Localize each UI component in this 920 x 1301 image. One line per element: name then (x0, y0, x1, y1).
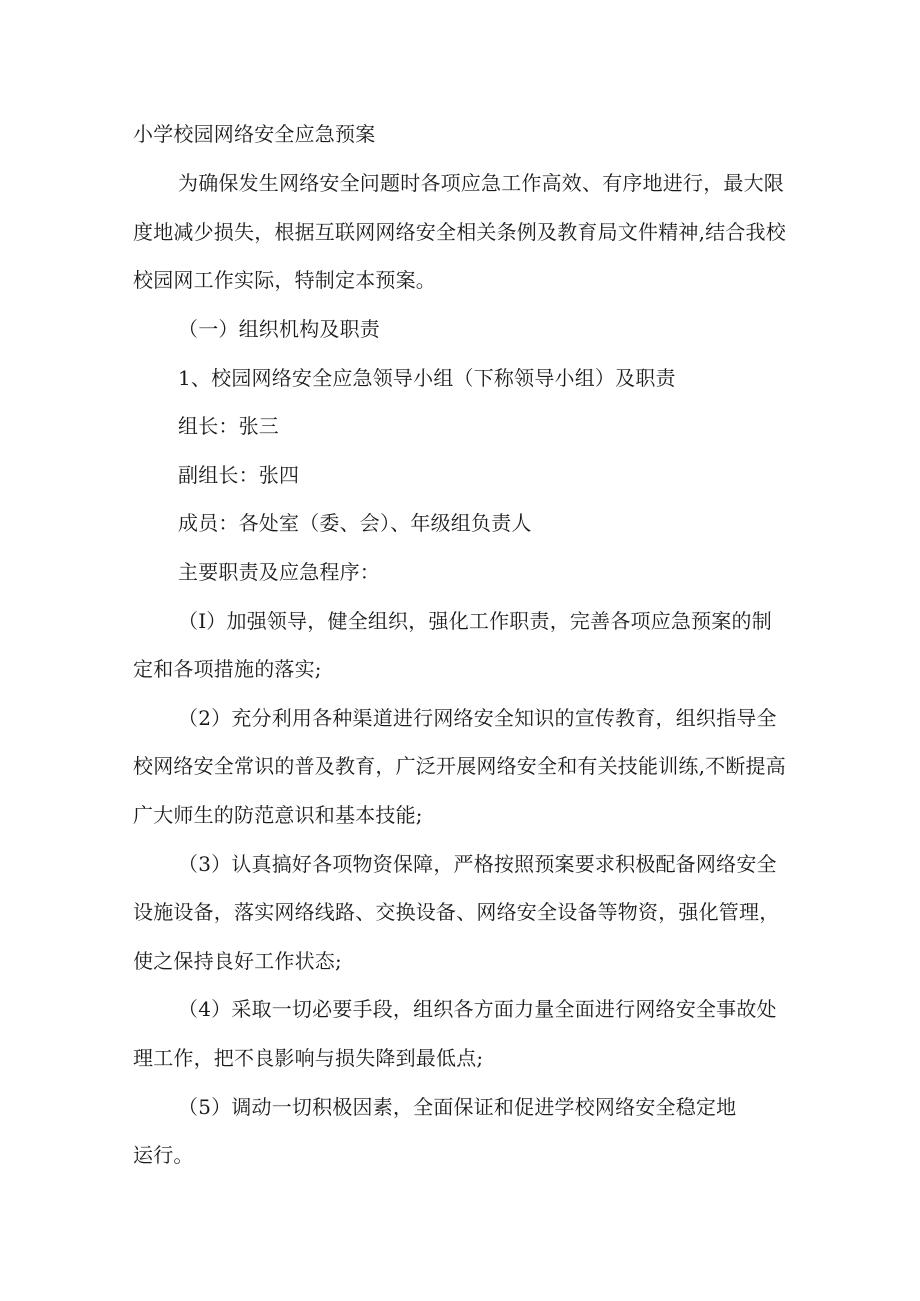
duty-line: 使之保持良好工作状态; (133, 949, 342, 973)
duty-line: （4）采取一切必要手段，组织各方面力量全面进行网络安全事故处 (178, 997, 777, 1021)
section-heading: （一）组织机构及职责 (178, 317, 380, 341)
members-line: 成员：各处室（委、会）、年级组负责人 (178, 511, 532, 535)
duty-line: （3）认真搞好各项物资保障，严格按照预案要求积极配备网络安全 (178, 852, 777, 876)
duty-line: 广大师生的防范意识和基本技能; (133, 803, 423, 827)
duty-line: 运行。 (133, 1143, 194, 1167)
leader-line: 组长：张三 (178, 414, 279, 438)
intro-line: 度地减少损失，根据互联网网络安全相关条例及教育局文件精神,结合我校 (133, 220, 786, 244)
duty-line: 校网络安全常识的普及教育，广泛开展网络安全和有关技能训练,不断提高 (133, 754, 786, 778)
duty-line: （2）充分利用各种渠道进行网络安全知识的宣传教育，组织指导全 (178, 706, 777, 730)
duty-line: （5）调动一切积极因素，全面保证和促进学校网络安全稳定地 (178, 1095, 737, 1119)
duty-line: 理工作，把不良影响与损失降到最低点; (133, 1046, 484, 1070)
duties-heading: 主要职责及应急程序： (178, 560, 380, 584)
duty-line: （I）加强领导，健全组织，强化工作职责，完善各项应急预案的制 (178, 609, 772, 633)
subsection-heading: 1、校园网络安全应急领导小组（下称领导小组）及职责 (178, 366, 676, 390)
intro-line: 校园网工作实际，特制定本预案。 (133, 268, 436, 292)
deputy-leader-line: 副组长：张四 (178, 463, 300, 487)
duty-line: 设施设备，落实网络线路、交换设备、网络安全设备等物资，强化管理， (133, 900, 780, 924)
duty-line: 定和各项措施的落实; (133, 657, 322, 681)
document-title: 小学校园网络安全应急预案 (133, 122, 376, 146)
intro-line: 为确保发生网络安全问题时各项应急工作高效、有序地进行，最大限 (178, 171, 784, 195)
